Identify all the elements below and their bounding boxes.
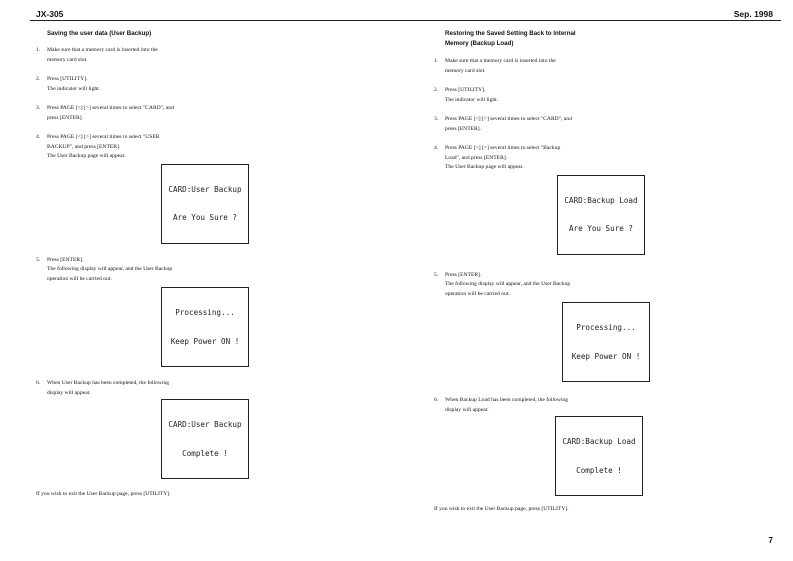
step-line: Press [ENTER]. <box>47 256 84 263</box>
step-number: 6. <box>434 397 439 403</box>
step-line: The following display will appear, and the User Backup <box>47 266 173 272</box>
lcd-line: Processing... <box>175 308 235 317</box>
step-number: 2. <box>36 76 41 82</box>
lcd-line: Complete ! <box>182 448 228 458</box>
right-step-1 <box>434 57 654 76</box>
right-step-2 <box>434 86 654 105</box>
step-number: 5. <box>434 271 439 278</box>
left-section-title: Saving the user data (User Backup) <box>47 30 152 37</box>
step-line: Press PAGE [<] [>] several times to select "USER <box>47 134 160 140</box>
left-step-6 <box>36 379 254 398</box>
right-section-title-line: Restoring the Saved Setting Back to Internal <box>445 30 576 37</box>
step-line: display will appear. <box>47 389 91 396</box>
step-line: press [ENTER]. <box>47 114 84 121</box>
step-line: The indicator will light. <box>445 96 499 103</box>
lcd-display-processing <box>562 302 650 382</box>
step-number: 1. <box>434 58 439 64</box>
lcd-line: Are You Sure ? <box>568 224 633 233</box>
step-line: operation will be carried out. <box>47 275 112 282</box>
step-line: memory card slot. <box>47 56 88 63</box>
lcd-display-are-you-sure <box>161 164 249 244</box>
step-line: Press [UTILITY]. <box>445 87 486 93</box>
step-line: The User Backup page will appear. <box>47 153 126 159</box>
step-line: memory card slot. <box>445 67 486 74</box>
step-line: The indicator will light. <box>47 85 101 92</box>
lcd-line: CARD:Backup Load <box>562 437 636 446</box>
step-line: BACKUP", and press [ENTER]. <box>47 143 121 150</box>
step-number: 1. <box>36 47 41 53</box>
lcd-line: Are You Sure ? <box>172 213 237 222</box>
step-number: 4. <box>36 134 41 140</box>
step-line: The User Backup page will appear. <box>445 164 524 170</box>
left-column <box>36 29 254 500</box>
right-column <box>434 29 654 515</box>
step-line: Press [UTILITY]. <box>47 76 88 82</box>
step-line: press [ENTER]. <box>445 125 482 132</box>
lcd-line: CARD:User Backup <box>168 184 242 194</box>
right-step-3 <box>434 115 654 134</box>
document-date: Sep. 1998 <box>733 9 773 19</box>
step-line: When User Backup has been completed, the following <box>47 380 170 386</box>
left-step-3 <box>36 104 254 123</box>
lcd-display-complete <box>555 416 643 496</box>
right-section-title-line: Memory (Backup Load) <box>445 40 514 47</box>
step-line: Make sure that a memory card is inserted into the <box>445 58 556 64</box>
step-line: Press PAGE [<] [>] several times to select "CARD", and <box>445 116 572 122</box>
right-step-6 <box>434 396 654 415</box>
step-line: Press PAGE [<] [>] several times to select "CARD", and <box>47 105 174 111</box>
page-number: 7 <box>768 536 773 545</box>
lcd-line: Complete ! <box>576 465 622 475</box>
step-number: 3. <box>36 105 41 111</box>
left-step-5 <box>36 256 254 285</box>
left-step-2 <box>36 75 254 94</box>
lcd-display-complete <box>161 399 249 479</box>
step-line: Load", and press [ENTER]. <box>445 154 508 161</box>
left-step-4 <box>36 133 254 162</box>
lcd-line: CARD:Backup Load <box>564 195 638 205</box>
step-line: Press PAGE [<] [>] several times to select "Backup <box>445 145 561 151</box>
step-number: 2. <box>434 87 439 93</box>
step-number: 4. <box>434 145 439 151</box>
step-line: When Backup Load has been completed, the following <box>445 397 569 403</box>
lcd-line: Keep Power ON ! <box>571 351 641 361</box>
header-rule <box>30 20 781 21</box>
step-line: operation will be carried out. <box>445 290 510 297</box>
step-line: display will appear. <box>445 406 489 413</box>
document-code: JX-305 <box>36 9 64 19</box>
step-line: The following display will appear, and the User Backup <box>445 281 571 287</box>
step-number: 3. <box>434 116 439 122</box>
step-line: Press [ENTER]. <box>445 271 482 278</box>
left-exit-note: If you wish to exit the User Backup page, press [UTILITY]. <box>36 491 171 497</box>
step-number: 6. <box>36 380 41 386</box>
lcd-display-are-you-sure <box>557 175 645 255</box>
right-step-5 <box>434 271 654 300</box>
right-exit-note: If you wish to exit the User Backup page, press [UTILITY]. <box>434 506 569 512</box>
step-line: Make sure that a memory card is inserted into the <box>47 47 158 53</box>
lcd-line: Keep Power ON ! <box>170 336 240 346</box>
right-step-4 <box>434 144 654 173</box>
lcd-display-processing <box>161 287 249 367</box>
lcd-line: CARD:User Backup <box>168 420 242 429</box>
lcd-line: Processing... <box>576 323 636 332</box>
left-step-1 <box>36 46 254 65</box>
step-number: 5. <box>36 256 41 263</box>
